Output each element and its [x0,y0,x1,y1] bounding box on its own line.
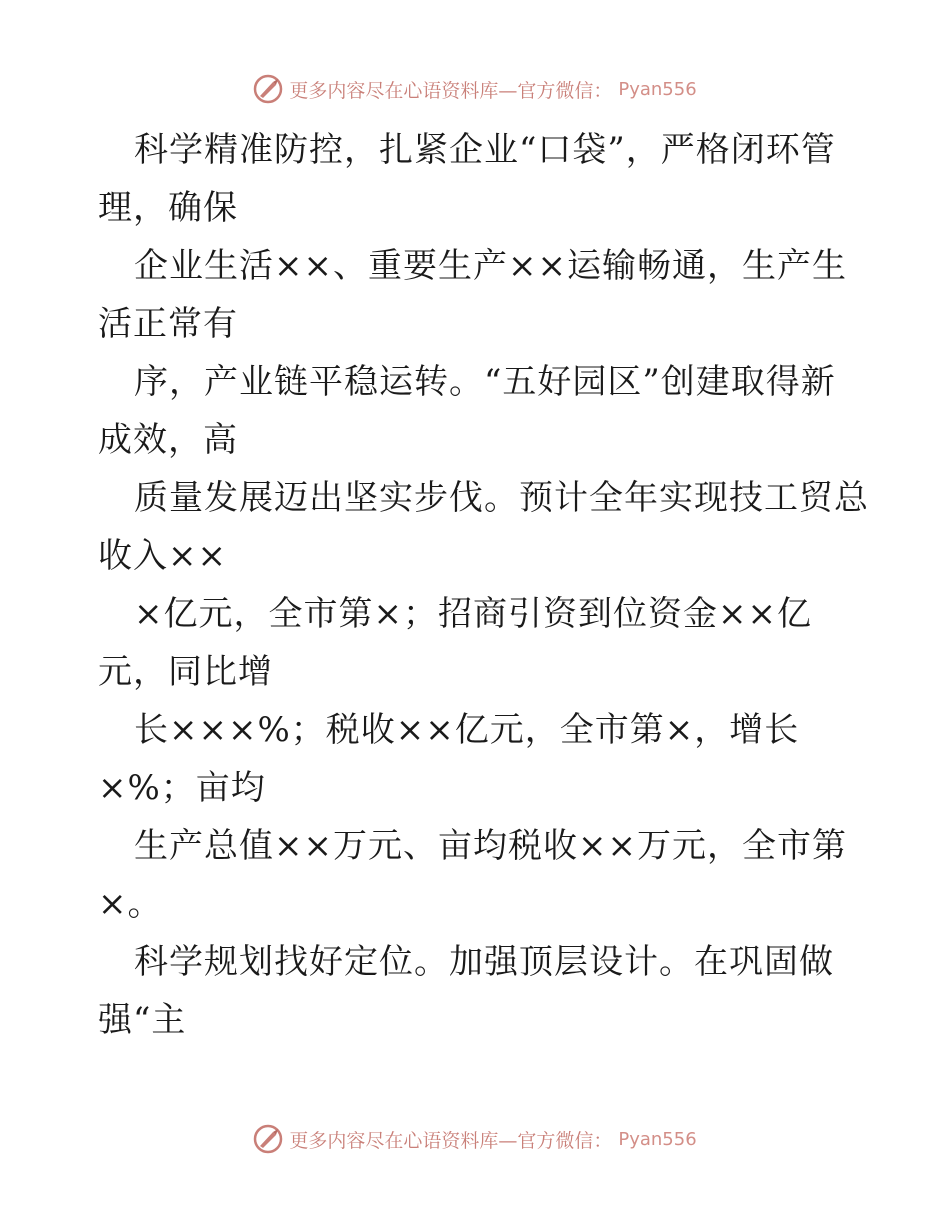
quill-logo-icon [253,74,283,104]
text-line: 长×××%；税收××亿元，全市第×，增长 [134,710,800,750]
footer-watermark-id: Pyan556 [618,1128,697,1150]
text-line: 活正常有 [98,304,238,344]
text-line: ×%；亩均 [98,768,266,808]
text-line: 元，同比增 [98,652,273,692]
text-line: ×亿元，全市第×；招商引资到位资金××亿 [134,594,812,634]
text-line: 收入×× [98,536,227,576]
document-body [98,121,869,1049]
text-line: 强“主 [98,1000,187,1040]
text-line: 科学规划找好定位。加强顶层设计。在巩固做 [134,942,834,982]
text-line: 理，确保 [98,188,238,228]
header-watermark-text: 更多内容尽在心语资料库—官方微信： [289,79,613,102]
text-line: 成效，高 [98,420,238,460]
text-line: 企业生活××、重要生产××运输畅通，生产生 [134,246,847,286]
quill-logo-icon [253,1124,283,1154]
text-line: 生产总值××万元、亩均税收××万元，全市第 [134,826,847,866]
header-watermark-id: Pyan556 [618,78,697,100]
text-line: ×。 [98,884,163,924]
text-line: 科学精准防控，扎紧企业“口袋”，严格闭环管 [134,130,836,170]
footer-watermark [0,1124,950,1154]
header-watermark [0,74,950,104]
text-line: 质量发展迈出坚实步伐。预计全年实现技工贸总 [134,478,869,518]
footer-watermark-text: 更多内容尽在心语资料库—官方微信： [289,1129,613,1152]
text-line: 序，产业链平稳运转。“五好园区”创建取得新 [134,362,836,402]
